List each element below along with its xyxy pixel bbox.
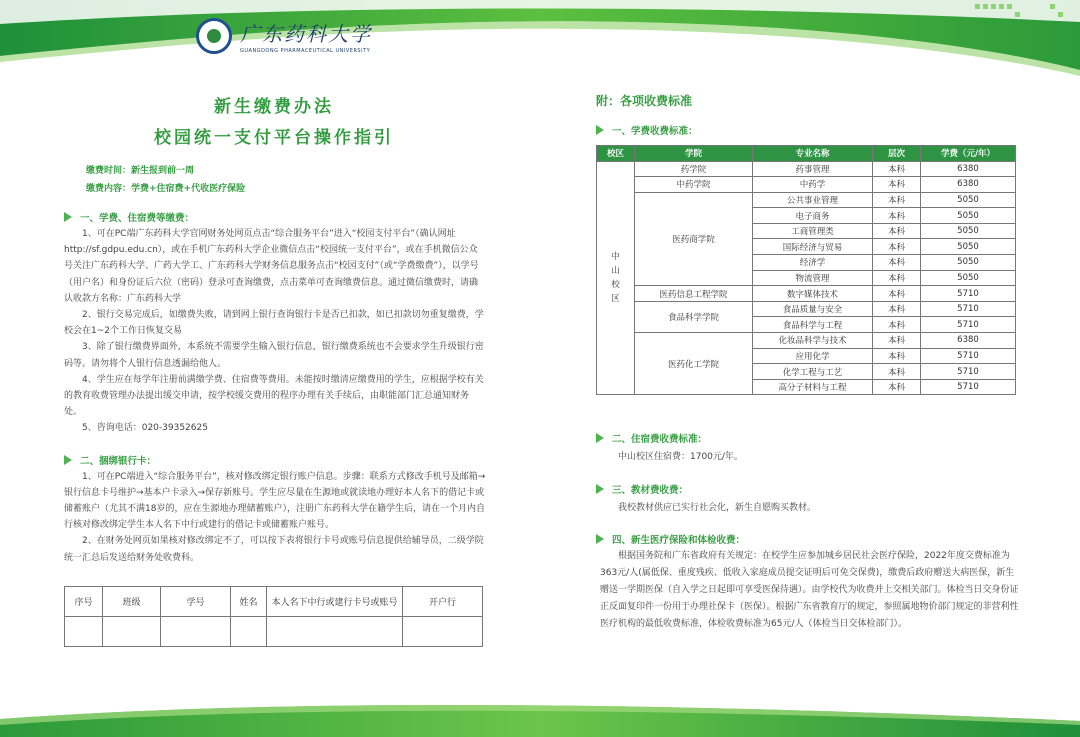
arrow-bullet-icon xyxy=(64,455,72,465)
level-cell: 本科 xyxy=(873,301,921,317)
logo-en-text: GUANGDONG PHARMACEUTICAL UNIVERSITY xyxy=(240,48,371,54)
level-cell: 本科 xyxy=(873,161,921,177)
table-row xyxy=(597,192,1016,208)
major-cell: 工商管理类 xyxy=(753,223,873,239)
table-header: 学号 xyxy=(161,587,231,617)
fee-cell: 5050 xyxy=(921,239,1016,255)
table-row xyxy=(597,286,1016,302)
arrow-bullet-icon xyxy=(596,433,604,443)
section-textbook-title: 三、教材费收费： xyxy=(612,484,689,496)
fee-cell: 5050 xyxy=(921,270,1016,286)
level-cell: 本科 xyxy=(873,192,921,208)
level-cell: 本科 xyxy=(873,333,921,349)
left-column xyxy=(60,92,488,566)
table-header: 层次 xyxy=(873,146,921,162)
level-cell: 本科 xyxy=(873,379,921,395)
section-tuition-fee-heading xyxy=(596,123,1022,137)
table-row xyxy=(597,161,1016,177)
fee-cell: 6380 xyxy=(921,177,1016,193)
table-cell[interactable] xyxy=(231,617,267,647)
fee-cell: 6380 xyxy=(921,333,1016,349)
section-dorm-heading xyxy=(596,431,1022,445)
major-cell: 食品质量与安全 xyxy=(753,301,873,317)
page-title: 新生缴费办法 xyxy=(214,97,334,117)
table-row xyxy=(597,177,1016,193)
college-cell: 医药化工学院 xyxy=(635,333,753,395)
table-header: 学费（元/年） xyxy=(921,146,1016,162)
level-cell: 本科 xyxy=(873,208,921,224)
level-cell: 本科 xyxy=(873,223,921,239)
level-cell: 本科 xyxy=(873,317,921,333)
level-cell: 本科 xyxy=(873,348,921,364)
college-cell: 中药学院 xyxy=(635,177,753,193)
paragraph: 4、学生应在每学年注册前满缴学费、住宿费等费用。未能按时缴清应缴费用的学生，应根据学校有关的教育收费管理办法提出缓交申请，按学校缓交费用的程序办理有关手续后，由职能部门汇总通知财务处。 xyxy=(64,374,484,418)
table-header: 开户行 xyxy=(403,587,483,617)
right-column xyxy=(596,92,1022,633)
paragraph: 2、在财务处网页如果核对修改绑定不了，可以按下表将银行卡号或账号信息提供给辅导员，二级学院统一汇总后发送给财务处收费科。 xyxy=(64,536,484,563)
major-cell: 经济学 xyxy=(753,255,873,271)
table-header-row xyxy=(597,146,1016,162)
major-cell: 数字媒体技术 xyxy=(753,286,873,302)
header-green-wave xyxy=(0,0,1080,80)
level-cell: 本科 xyxy=(873,364,921,380)
section-bank-title: 二、捆绑银行卡： xyxy=(80,455,157,467)
section-tuition-fee-title: 一、学费收费标准： xyxy=(612,126,698,137)
table-cell[interactable] xyxy=(161,617,231,647)
logo-cn-text: 广东药科大学 xyxy=(240,22,372,46)
fee-cell: 5050 xyxy=(921,255,1016,271)
section-insurance-heading xyxy=(596,532,1022,546)
fee-cell: 5050 xyxy=(921,192,1016,208)
table-header: 专业名称 xyxy=(753,146,873,162)
table-header-row xyxy=(65,587,483,617)
section-tuition-title: 一、学费、住宿费等缴费： xyxy=(80,213,195,224)
level-cell: 本科 xyxy=(873,286,921,302)
dorm-fee-text: 中山校区住宿费：1700元/年。 xyxy=(618,452,743,463)
major-cell: 食品科学与工程 xyxy=(753,317,873,333)
bank-account-table xyxy=(64,586,483,647)
fee-cell: 5050 xyxy=(921,223,1016,239)
fee-cell: 5710 xyxy=(921,317,1016,333)
fee-standards-title: 附：各项收费标准 xyxy=(596,94,693,108)
arrow-bullet-icon xyxy=(64,212,72,222)
table-row xyxy=(65,617,483,647)
table-cell[interactable] xyxy=(65,617,103,647)
paragraph: 1、可在PC端广东药科大学官网财务处网页点击“综合服务平台”进入“校园支付平台”（确认网址http://sf.gdpu.edu.cn），或在手机广东药科大学企业微信点击“校园统一支付平台”，或在手机微信公众号关注广东药科大学、广药大学工、广东药科大学财务信息服务点击“校园支付”（或“学费缴费”），以学号（用户名）和身份证后六位（密码）登录可查询缴费，点击菜单可查询缴费信息。通过微信缴费时，请确认收款方名称：广东药科大学 xyxy=(64,229,479,304)
level-cell: 本科 xyxy=(873,239,921,255)
pay-meta xyxy=(60,162,488,198)
level-cell: 本科 xyxy=(873,270,921,286)
fee-cell: 5710 xyxy=(921,364,1016,380)
tuition-fee-table xyxy=(596,145,1016,395)
page-subtitle: 校园统一支付平台操作指引 xyxy=(154,128,394,148)
paragraph: 5、咨询电话：020-39352625 xyxy=(82,423,208,434)
major-cell: 电子商务 xyxy=(753,208,873,224)
table-cell[interactable] xyxy=(267,617,403,647)
footer-green-wave xyxy=(0,697,1080,737)
major-cell: 高分子材料与工程 xyxy=(753,379,873,395)
table-header: 学院 xyxy=(635,146,753,162)
table-cell[interactable] xyxy=(403,617,483,647)
college-cell: 药学院 xyxy=(635,161,753,177)
fee-cell: 6380 xyxy=(921,161,1016,177)
section-bank-heading xyxy=(64,453,488,467)
table-cell[interactable] xyxy=(103,617,161,647)
college-cell: 食品科学学院 xyxy=(635,301,753,332)
major-cell: 化学工程与工艺 xyxy=(753,364,873,380)
section-insurance-title: 四、新生医疗保险和体检收费： xyxy=(612,534,746,546)
table-header: 本人名下中行或建行卡号或账号 xyxy=(267,587,403,617)
table-row xyxy=(597,333,1016,349)
pay-content: 缴费内容：学费+住宿费+代收医疗保险 xyxy=(86,184,246,194)
major-cell: 公共事业管理 xyxy=(753,192,873,208)
university-seal-icon xyxy=(196,18,232,54)
fee-cell: 5710 xyxy=(921,379,1016,395)
campus-cell: 中 山 校 区 xyxy=(597,161,635,395)
college-cell: 医药信息工程学院 xyxy=(635,286,753,302)
level-cell: 本科 xyxy=(873,255,921,271)
arrow-bullet-icon xyxy=(596,125,604,135)
college-cell: 医药商学院 xyxy=(635,192,753,286)
university-logo xyxy=(196,18,372,54)
section-dorm-title: 二、住宿费收费标准： xyxy=(612,434,708,446)
pay-time: 缴费时间：新生报到前一周 xyxy=(86,166,195,176)
table-row xyxy=(597,301,1016,317)
paragraph: 3、除了银行缴费界面外，本系统不需要学生输入银行信息，银行缴费系统也不会要求学生升级银行密码等。请勿将个人银行信息透漏给他人。 xyxy=(64,342,484,369)
arrow-bullet-icon xyxy=(596,534,604,544)
paragraph: 1、可在PC端进入“综合服务平台”，核对修改绑定银行账户信息。步骤：联系方式修改手机号及邮箱→银行信息卡号维护→基本户卡录入→保存新账号。学生应尽量在生源地或就读地办理好本人名下的借记卡或储蓄账户（尤其不满18岁的，应在生源地办理储蓄账户），注册广东药科大学在籍学生后，请在一个月内自行核对修改绑定学生本人名下中行或建行的借记卡或储蓄账户账号。 xyxy=(64,471,486,531)
fee-cell: 5710 xyxy=(921,301,1016,317)
insurance-fee-text: 根据国务院和广东省政府有关规定：在校学生应参加城乡居民社会医疗保险，2022年度交费标准为363元/人(属低保、重度残疾、低收入家庭成员提交证明后可免交保费)，缴费后政府赠送大病医保，新生赠送一学期医保（自入学之日起即可享受医保待遇）。由学校代为收费并上交相关部门。体检当日交身份证正反面复印件一份用于办理社保卡（医保）。根据广东省教育厅的规定，参照属地物价部门规定的非营利性医疗机构的最低收费标准，体检收费标准为65元/人（体检当日交体检部门）。 xyxy=(600,550,1019,629)
major-cell: 中药学 xyxy=(753,177,873,193)
fee-cell: 5710 xyxy=(921,348,1016,364)
fee-cell: 5050 xyxy=(921,208,1016,224)
arrow-bullet-icon xyxy=(596,484,604,494)
table-header: 校区 xyxy=(597,146,635,162)
table-header: 序号 xyxy=(65,587,103,617)
level-cell: 本科 xyxy=(873,177,921,193)
major-cell: 化妆品科学与技术 xyxy=(753,333,873,349)
section-textbook-heading xyxy=(596,482,1022,496)
textbook-fee-text: 我校教材供应已实行社会化，新生自愿购买教材。 xyxy=(618,502,817,513)
section-tuition-heading xyxy=(64,210,488,224)
paragraph: 2、银行交易完成后，如缴费失败，请到网上银行查询银行卡是否已扣款，如已扣款切勿重复缴费，学校会在1~2个工作日恢复交易 xyxy=(64,310,484,337)
major-cell: 国际经济与贸易 xyxy=(753,239,873,255)
table-header: 姓名 xyxy=(231,587,267,617)
table-header: 班级 xyxy=(103,587,161,617)
major-cell: 药事管理 xyxy=(753,161,873,177)
fee-cell: 5710 xyxy=(921,286,1016,302)
major-cell: 应用化学 xyxy=(753,348,873,364)
major-cell: 物流管理 xyxy=(753,270,873,286)
